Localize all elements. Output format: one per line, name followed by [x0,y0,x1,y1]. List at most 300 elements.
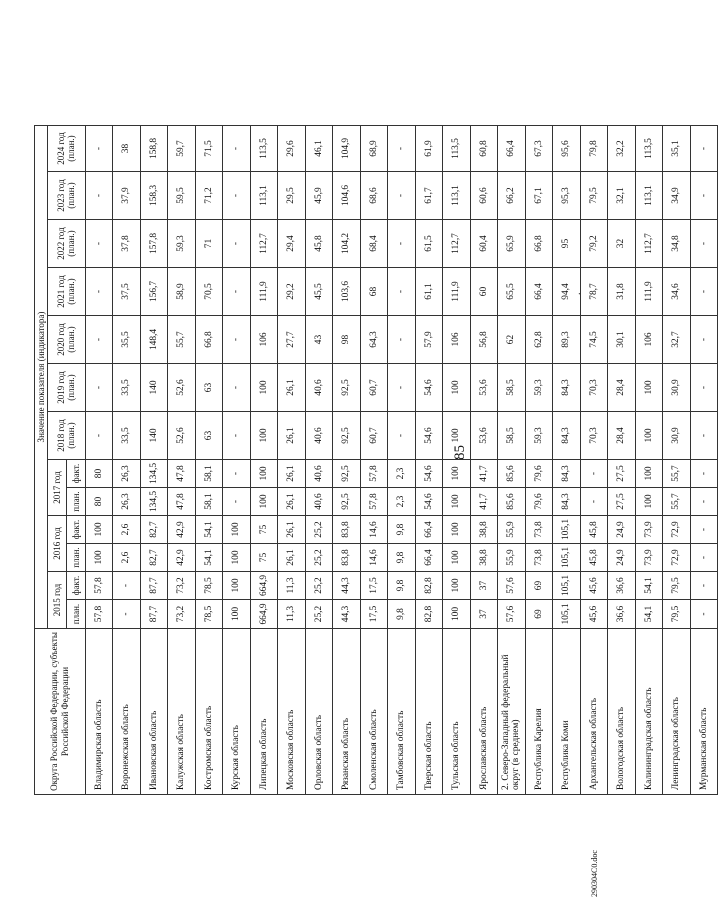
value-cell: - [85,126,113,172]
value-cell: 25,2 [305,544,333,572]
value-cell: 87,7 [140,600,168,629]
value-cell: - [85,364,113,412]
value-cell: 105,1 [553,516,581,544]
value-cell: 157,8 [140,220,168,268]
value-cell: 32,7 [663,316,691,364]
value-cell: 61,9 [415,126,443,172]
value-cell: 35,5 [113,316,141,364]
value-cell: 78,5 [195,600,223,629]
value-cell: 66,4 [525,268,553,316]
value-cell: 46,1 [305,126,333,172]
value-cell: 106 [250,316,278,364]
value-cell: 105,1 [553,544,581,572]
value-cell: 113,1 [250,172,278,220]
value-cell: 54,1 [195,544,223,572]
value-cell: 40,6 [305,460,333,488]
year-2017-header: 2017 год [47,460,66,516]
value-cell: 37,9 [113,172,141,220]
value-cell: 92,5 [333,488,361,516]
value-cell: 78,7 [580,268,608,316]
value-cell: 54,6 [415,364,443,412]
region-name-cell: Республика Коми [553,629,581,795]
value-cell: 73,2 [168,572,196,600]
value-cell: 26,1 [278,364,306,412]
value-cell: 54,1 [635,600,663,629]
value-cell: 95 [553,220,581,268]
value-cell: 26,1 [278,516,306,544]
value-cell: 35,1 [663,126,691,172]
region-name-cell: Калужская область [168,629,196,795]
value-cell: 57,8 [85,572,113,600]
value-cell: 2,3 [388,488,416,516]
value-cell: - [690,172,718,220]
value-cell: 29,4 [278,220,306,268]
table-row [278,126,306,795]
value-cell: 55,9 [498,516,526,544]
table-row [305,126,333,795]
value-cell: 92,5 [333,412,361,460]
value-cell: - [223,126,251,172]
value-cell: - [690,364,718,412]
value-cell: 82,8 [415,600,443,629]
value-cell: - [85,412,113,460]
value-cell: 11,3 [278,600,306,629]
value-cell: 62 [498,316,526,364]
value-cell: 80 [85,488,113,516]
value-cell: 68 [360,268,388,316]
value-cell: 54,6 [415,460,443,488]
value-cell: 2,6 [113,516,141,544]
value-cell: 36,6 [608,600,636,629]
table-row [388,126,416,795]
value-cell: 73,9 [635,516,663,544]
value-cell: 72,9 [663,516,691,544]
value-cell: - [690,220,718,268]
value-cell: 26,3 [113,460,141,488]
value-cell: - [223,364,251,412]
value-cell: 104,9 [333,126,361,172]
plan-subheader: план. [66,488,85,516]
value-cell: 100 [443,600,471,629]
value-cell: 24,9 [608,544,636,572]
value-cell: 98 [333,316,361,364]
region-name-cell: Тульская область [443,629,471,795]
value-cell: 28,4 [608,412,636,460]
value-cell: 47,8 [168,460,196,488]
value-cell: 54,6 [415,488,443,516]
value-cell: 66,2 [498,172,526,220]
value-cell: - [690,412,718,460]
table-row [498,126,526,795]
value-cell: 34,6 [663,268,691,316]
value-cell: 60,7 [360,412,388,460]
table-row [690,126,718,795]
value-cell: 82,8 [415,572,443,600]
region-name-cell: Смоленская область [360,629,388,795]
value-cell: 57,8 [360,488,388,516]
value-cell: 54,1 [195,516,223,544]
value-cell: 37 [470,572,498,600]
region-name-cell: 2. Северо-Западный федеральный округ (в среднем) [498,629,526,795]
value-cell: - [223,268,251,316]
plan-subheader: план. [66,600,85,629]
value-cell: 60,7 [360,364,388,412]
value-cell: 45,9 [305,172,333,220]
value-cell: 55,9 [498,544,526,572]
value-cell: - [388,172,416,220]
value-cell: 84,3 [553,412,581,460]
value-cell: 43 [305,316,333,364]
value-cell: 64,3 [360,316,388,364]
value-cell: 14,6 [360,516,388,544]
value-cell: 42,9 [168,544,196,572]
value-cell: 58,1 [195,488,223,516]
table-row [553,126,581,795]
value-cell: 53,6 [470,412,498,460]
plan-year-header: 2024 год (план.) [47,126,85,172]
value-cell: 9,8 [388,572,416,600]
value-cell: 113,1 [635,172,663,220]
value-cell: 106 [635,316,663,364]
value-cell: - [690,516,718,544]
value-cell: 45,8 [305,220,333,268]
value-cell: 45,6 [580,572,608,600]
value-cell: 100 [443,488,471,516]
plan-year-header: 2023 год (план.) [47,172,85,220]
value-cell: 100 [85,544,113,572]
region-name-cell: Тверская область [415,629,443,795]
value-cell: 32,1 [608,172,636,220]
region-name-cell: Владимирская область [85,629,113,795]
value-cell: 100 [223,572,251,600]
value-cell: 59,3 [525,364,553,412]
page-number: 85 [452,445,468,460]
value-cell: 31,8 [608,268,636,316]
value-cell: 33,5 [113,364,141,412]
table-row [415,126,443,795]
value-cell: 60 [470,268,498,316]
value-cell: 24,9 [608,516,636,544]
value-cell: 52,6 [168,364,196,412]
value-cell: - [388,268,416,316]
value-cell: - [690,572,718,600]
value-cell: 74,5 [580,316,608,364]
value-cell: 38,8 [470,516,498,544]
value-cell: 71 [195,220,223,268]
value-cell: 9,8 [388,516,416,544]
region-name-cell: Орловская область [305,629,333,795]
value-cell: 100 [443,460,471,488]
table-row [140,126,168,795]
value-cell: 94,4 [553,268,581,316]
value-cell: 2,3 [388,460,416,488]
table-row [608,126,636,795]
value-cell: 72,9 [663,544,691,572]
value-cell: 27,5 [608,460,636,488]
value-cell: 58,9 [168,268,196,316]
value-cell: 148,4 [140,316,168,364]
table-row [443,126,471,795]
value-cell: 44,3 [333,600,361,629]
table-row [525,126,553,795]
value-cell: 104,2 [333,220,361,268]
value-cell: 59,3 [525,412,553,460]
value-cell: 82,7 [140,516,168,544]
value-cell: 111,9 [250,268,278,316]
value-cell: 95,6 [553,126,581,172]
value-cell: - [690,460,718,488]
value-cell: 73,8 [525,544,553,572]
region-name-cell: Калининградская область [635,629,663,795]
value-cell: 34,9 [663,172,691,220]
fact-subheader: факт. [66,460,85,488]
value-cell: 29,6 [278,126,306,172]
region-name-cell: Тамбовская область [388,629,416,795]
value-cell: 83,8 [333,544,361,572]
value-cell: 105,1 [553,572,581,600]
value-cell: 33,5 [113,412,141,460]
value-cell: 37 [470,600,498,629]
value-cell: 100 [635,364,663,412]
value-cell: 67,1 [525,172,553,220]
value-cell: 2,6 [113,544,141,572]
value-cell: 57,8 [85,600,113,629]
value-cell: 25,2 [305,572,333,600]
value-cell: 55,7 [663,460,691,488]
value-cell: 71,2 [195,172,223,220]
value-cell: 79,6 [525,460,553,488]
table-row [635,126,663,795]
value-cell: 112,7 [250,220,278,268]
value-cell: 11,3 [278,572,306,600]
value-cell: 66,4 [415,544,443,572]
value-cell: 60,8 [470,126,498,172]
value-cell: 73,9 [635,544,663,572]
value-cell: 57,8 [360,460,388,488]
value-cell: 28,4 [608,364,636,412]
value-cell: 68,6 [360,172,388,220]
value-cell: 95,3 [553,172,581,220]
value-cell: 45,8 [580,544,608,572]
region-name-cell: Ярославская область [470,629,498,795]
region-name-cell: Вологодская область [608,629,636,795]
value-cell: 66,8 [195,316,223,364]
value-cell: 100 [223,544,251,572]
value-cell: 140 [140,364,168,412]
value-cell: 73,8 [525,516,553,544]
value-cell: 664,9 [250,600,278,629]
value-cell: - [223,488,251,516]
value-cell: 55,7 [168,316,196,364]
value-cell: 38,8 [470,544,498,572]
value-cell: 66,4 [415,516,443,544]
value-cell: 106 [443,316,471,364]
region-name-cell: Мурманская область [690,629,718,795]
value-cell: 9,8 [388,600,416,629]
value-cell: - [690,316,718,364]
value-cell: 26,1 [278,544,306,572]
value-cell: 60,4 [470,220,498,268]
value-cell: 29,2 [278,268,306,316]
value-cell: - [113,600,141,629]
value-cell: 111,9 [443,268,471,316]
value-cell: 92,5 [333,364,361,412]
value-cell: 100 [443,544,471,572]
value-cell: 65,9 [498,220,526,268]
value-cell: 79,2 [580,220,608,268]
value-cell: 54,1 [635,572,663,600]
table-row [113,126,141,795]
value-cell: 79,5 [580,172,608,220]
value-cell: 61,1 [415,268,443,316]
value-cell: 47,8 [168,488,196,516]
value-cell: - [388,316,416,364]
value-cell: 66,8 [525,220,553,268]
value-cell: 40,6 [305,412,333,460]
value-cell: 42,9 [168,516,196,544]
table-row [470,126,498,795]
value-cell: 664,9 [250,572,278,600]
value-cell: 45,6 [580,600,608,629]
value-cell: 73,2 [168,600,196,629]
fact-subheader: факт. [66,572,85,600]
value-cell: 32,2 [608,126,636,172]
value-cell: 134,5 [140,488,168,516]
value-cell: 100 [85,516,113,544]
value-cell: 158,3 [140,172,168,220]
value-cell: 56,8 [470,316,498,364]
value-cell: 27,7 [278,316,306,364]
value-cell: - [223,172,251,220]
value-cell: 100 [223,600,251,629]
value-cell: 75 [250,516,278,544]
value-cell: 140 [140,412,168,460]
value-cell: 112,7 [635,220,663,268]
value-cell: 158,8 [140,126,168,172]
value-cell: 100 [443,572,471,600]
value-cell: 45,5 [305,268,333,316]
value-cell: 61,7 [415,172,443,220]
value-cell: - [223,220,251,268]
value-cell: 113,5 [635,126,663,172]
value-cell: 69 [525,600,553,629]
region-name-cell: Ивановская область [140,629,168,795]
value-cell: 100 [635,412,663,460]
table-row [85,126,113,795]
value-cell: 26,1 [278,488,306,516]
value-cell: 9,8 [388,544,416,572]
value-cell: 78,5 [195,572,223,600]
value-cell: 82,7 [140,544,168,572]
value-cell: 113,5 [250,126,278,172]
value-cell: 111,9 [635,268,663,316]
value-cell: 79,5 [663,600,691,629]
value-cell: 57,9 [415,316,443,364]
value-cell: 87,7 [140,572,168,600]
value-cell: 44,3 [333,572,361,600]
stray-dot: . [572,292,583,295]
plan-year-header: 2019 год (план.) [47,364,85,412]
value-cell: 100 [223,516,251,544]
value-cell: 63 [195,412,223,460]
value-cell: 25,2 [305,600,333,629]
value-cell: 105,1 [553,600,581,629]
value-cell: 30,9 [663,364,691,412]
value-cell: 36,6 [608,572,636,600]
value-cell: 61,5 [415,220,443,268]
region-header: Округа Российской Федерации, субъекты Российской Федерации [35,629,86,795]
value-cell: 84,3 [553,460,581,488]
value-cell: 85,6 [498,488,526,516]
value-cell: 55,7 [663,488,691,516]
value-cell: 100 [635,460,663,488]
value-cell: 30,9 [663,412,691,460]
value-cell: 66,4 [498,126,526,172]
region-name-cell: Воронежская область [113,629,141,795]
table-body [85,126,718,795]
value-cell: 59,5 [168,172,196,220]
value-cell: - [690,126,718,172]
value-cell: 53,6 [470,364,498,412]
region-name-cell: Рязанская область [333,629,361,795]
value-cell: 26,1 [278,412,306,460]
value-cell: - [85,172,113,220]
value-cell: 84,3 [553,364,581,412]
value-cell: 59,7 [168,126,196,172]
value-cell: 69 [525,572,553,600]
value-cell: 85,6 [498,460,526,488]
region-name-cell: Курская область [223,629,251,795]
table-row [360,126,388,795]
value-cell: 103,6 [333,268,361,316]
year-2015-header: 2015 год [47,572,66,629]
value-cell: 57,6 [498,572,526,600]
table-row [333,126,361,795]
value-cell: 26,1 [278,460,306,488]
value-cell: 25,2 [305,516,333,544]
value-cell: 79,5 [663,572,691,600]
value-cell: - [85,220,113,268]
value-cell: 34,8 [663,220,691,268]
value-cell: 65,5 [498,268,526,316]
value-cell: 156,7 [140,268,168,316]
value-cell: 41,7 [470,488,498,516]
region-name-cell: Республика Карелия [525,629,553,795]
value-cell: - [223,316,251,364]
table-row [663,126,691,795]
plan-year-header: 2018 год (план.) [47,412,85,460]
value-cell: 17,5 [360,572,388,600]
region-name-cell: Костромская область [195,629,223,795]
value-cell: 80 [85,460,113,488]
value-cell: 100 [443,364,471,412]
plan-year-header: 2020 год (план.) [47,316,85,364]
value-cell: 100 [635,488,663,516]
region-name-cell: Московская область [278,629,306,795]
value-cell: - [85,316,113,364]
indicator-group-header: Значение показателя (индикатора) [35,126,48,629]
value-cell: 100 [250,488,278,516]
value-cell: 71,5 [195,126,223,172]
value-cell: 75 [250,544,278,572]
value-cell: 134,5 [140,460,168,488]
value-cell: 60,6 [470,172,498,220]
fact-subheader: факт. [66,516,85,544]
value-cell: 14,6 [360,544,388,572]
table-row [580,126,608,795]
value-cell: 58,5 [498,412,526,460]
value-cell: - [690,544,718,572]
